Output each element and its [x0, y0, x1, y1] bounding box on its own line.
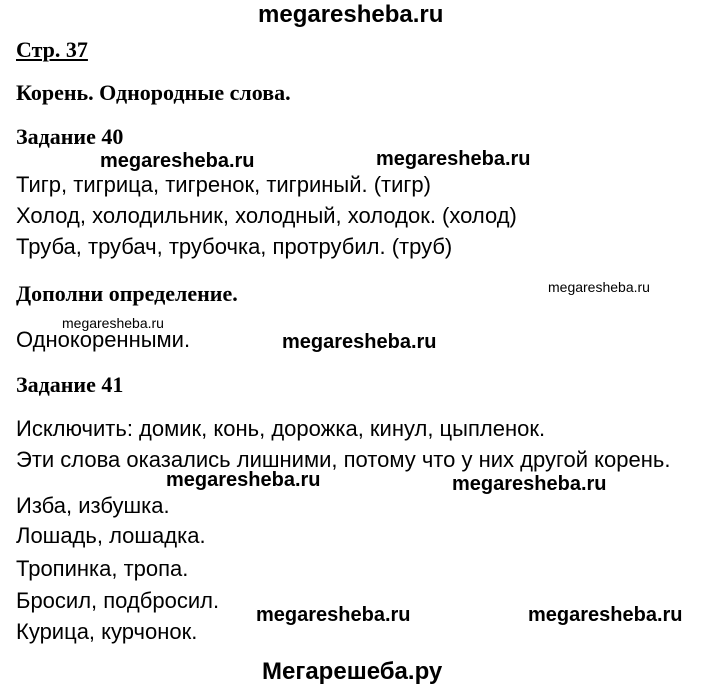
task41-line-6: Бросил, подбросил. — [16, 588, 220, 613]
definition-title: Дополни определение. — [16, 281, 238, 306]
watermark: megaresheba.ru — [256, 604, 411, 626]
task40-line-1: Тигр, тигрица, тигренок, тигриный. (тигр) — [16, 172, 431, 197]
watermark: megaresheba.ru — [166, 469, 321, 491]
watermark-bottom: Мегарешеба.ру — [262, 658, 443, 685]
definition-answer: Однокоренными. — [16, 327, 191, 352]
watermark: megaresheba.ru — [548, 279, 650, 295]
topic-heading: Корень. Однородные слова. — [16, 80, 291, 105]
watermark: megaresheba.ru — [62, 315, 164, 331]
task40-line-3: Труба, трубач, трубочка, протрубил. (труб) — [16, 234, 453, 259]
task41-line-3: Изба, избушка. — [16, 493, 170, 518]
watermark: megaresheba.ru — [376, 148, 531, 170]
watermark: megaresheba.ru — [282, 331, 437, 353]
task41-line-4: Лошадь, лошадка. — [16, 523, 206, 548]
task41-line-1: Исключить: домик, конь, дорожка, кинул, цыпленок. — [16, 416, 546, 441]
watermark: megaresheba.ru — [452, 473, 607, 495]
task40-title: Задание 40 — [16, 124, 124, 149]
watermark: megaresheba.ru — [100, 150, 255, 172]
task41-line-5: Тропинка, тропа. — [16, 556, 189, 581]
task40-line-2: Холод, холодильник, холодный, холодок. (холод) — [16, 203, 517, 228]
task41-line-2: Эти слова оказались лишними, потому что у них другой корень. — [16, 447, 671, 472]
page-label: Стр. 37 — [16, 37, 88, 62]
task41-title: Задание 41 — [16, 372, 124, 397]
watermark: megaresheba.ru — [528, 604, 683, 626]
watermark-top: megaresheba.ru — [258, 1, 444, 28]
task41-line-7: Курица, курчонок. — [16, 619, 198, 644]
